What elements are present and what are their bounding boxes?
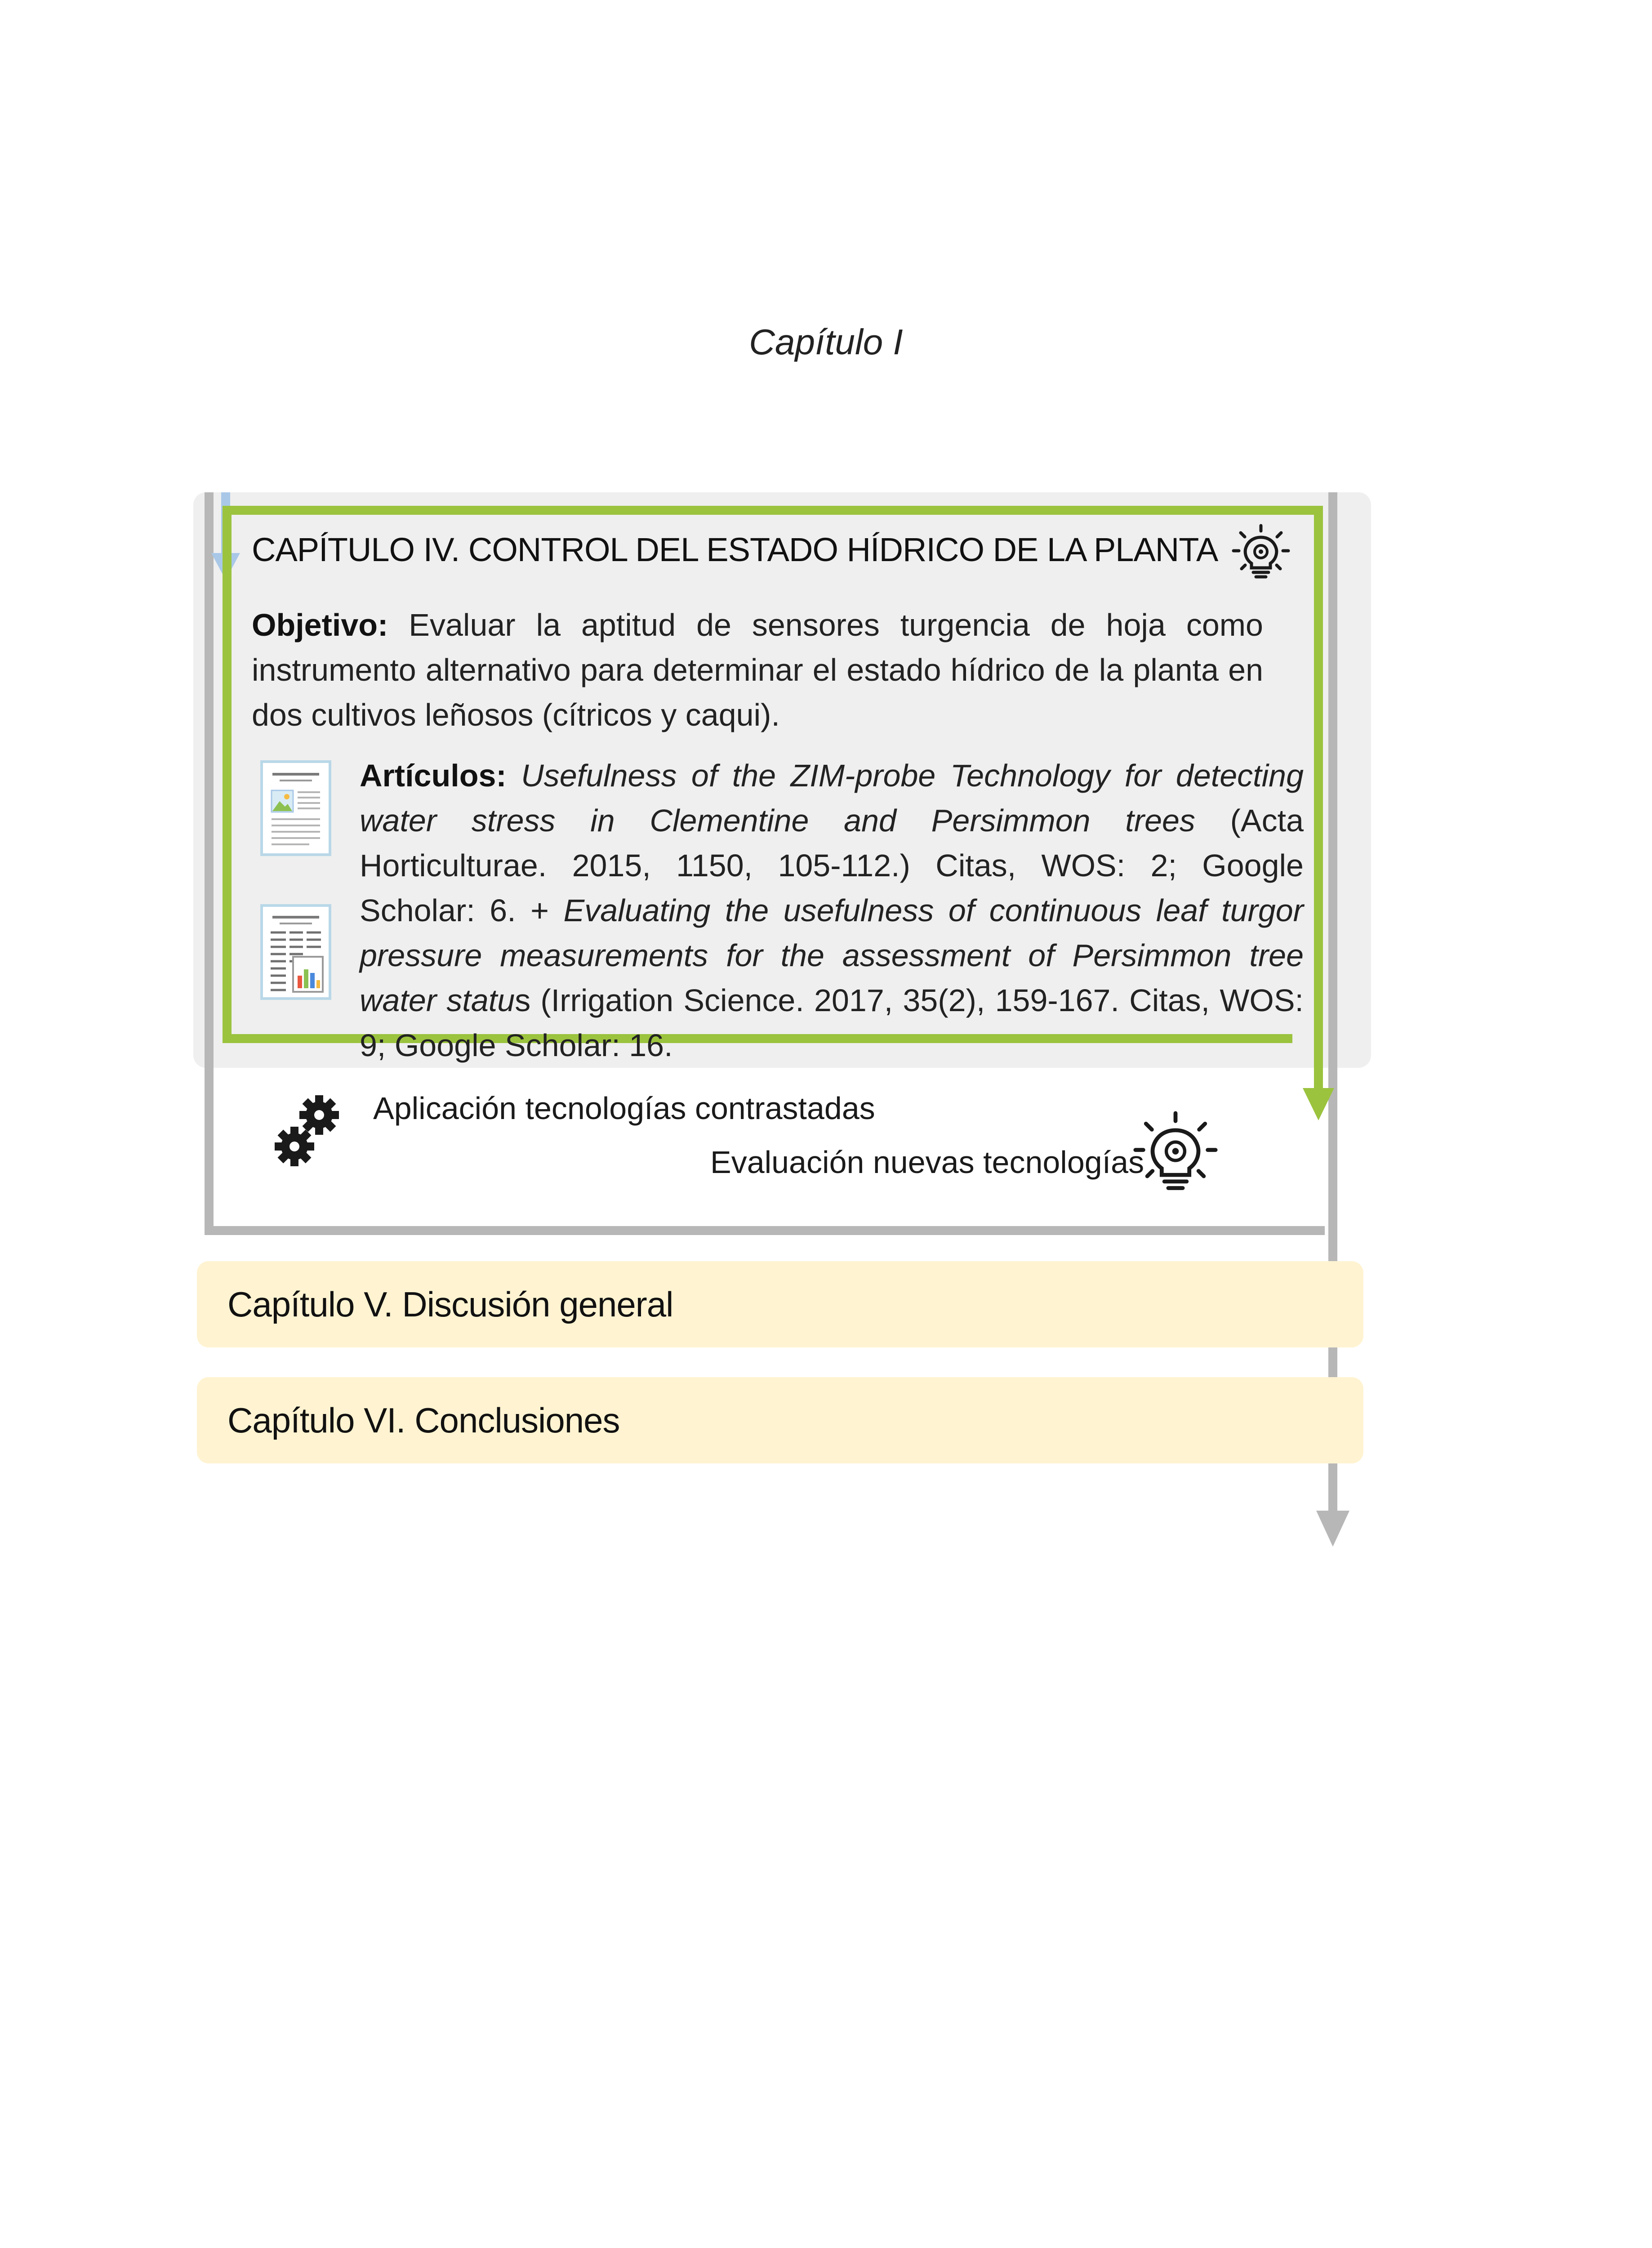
article1-reference: (Acta Horticulturae. 2015, 1150, 105-112.) Citas, WOS: 2; Google Scholar: 6. + <box>360 803 1304 928</box>
green-flow-top-line <box>223 506 1323 515</box>
document-chart-icon <box>260 904 332 1000</box>
running-head: Capítulo I <box>749 322 903 362</box>
applied-technologies-label: Aplicación tecnologías contrastadas <box>373 1091 875 1126</box>
gray-flow-bottom-line <box>205 1226 1325 1235</box>
gray-flow-left-line <box>205 492 214 1235</box>
objective-label: Objetivo: <box>252 607 388 642</box>
lightbulb-gear-icon <box>1232 524 1290 582</box>
chapter-label: Capítulo V. Discusión general <box>227 1285 673 1324</box>
article1-title: Usefulness of the ZIM-probe Technology for detecting water stress in Clementine and Persimmon trees <box>360 758 1304 838</box>
gray-flow-right-line <box>1328 492 1337 1513</box>
green-flow-arrowhead <box>1303 1088 1334 1120</box>
article2-reference: s (Irrigation Science. 2017, 35(2), 159-167. Citas, WOS: 9; Google Scholar: 16. <box>360 983 1304 1063</box>
article2-title: Evaluating the usefulness of continuous leaf turgor pressure measurements for the assessment of Persimmon tree water statu <box>360 893 1304 1018</box>
new-technologies-label: Evaluación nuevas tecnologías <box>710 1145 1144 1180</box>
chapter-label: Capítulo VI. Conclusiones <box>227 1401 620 1440</box>
objective-text: Evaluar la aptitud de sensores turgencia de hoja como instrumento alternativo para determinar el estado hídrico de la planta en dos cultivos leñosos (cítricos y caqui). <box>252 607 1263 732</box>
green-flow-left-line <box>223 506 232 1043</box>
chapter-box <box>197 1261 1363 1347</box>
lightbulb-gear-icon <box>1133 1111 1218 1196</box>
green-flow-right-line <box>1314 506 1323 1090</box>
gears-icon <box>272 1090 344 1171</box>
articles-label: Artículos: <box>360 758 507 793</box>
chapter-box <box>197 1377 1363 1463</box>
document-image-icon <box>260 760 332 856</box>
gray-flow-arrowhead <box>1316 1511 1349 1547</box>
chapter4-title: CAPÍTULO IV. CONTROL DEL ESTADO HÍDRICO DE LA PLANTA <box>252 531 1218 568</box>
objective-paragraph <box>252 602 1263 737</box>
articles-paragraph <box>360 753 1304 1068</box>
